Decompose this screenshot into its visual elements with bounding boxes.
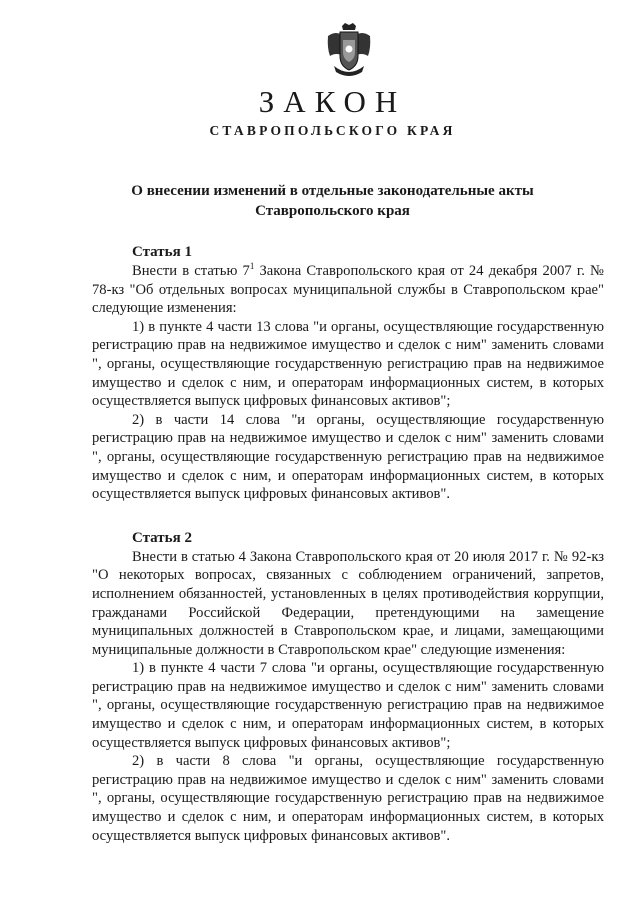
article-1-item-1: 1) в пункте 4 части 13 слова "и органы, осуществляющие государственную регистрацию прав на недвижимое имущество и сделок с ним" заменить словами ", органы, осуществляющие государственную регистрацию прав на недвижимое имущество и сделок с ним, и операторам информационных систем, в которых осуществляется выпуск цифровых финансовых активов"; [92,318,604,410]
article-2-title: Статья 2 [132,529,192,546]
article-1-item-2: 2) в части 14 слова "и органы, осуществляющие государственную регистрацию прав на недвижимое имущество и сделок с ним" заменить словами ", органы, осуществляющие государственную регистрацию прав на недвижимое имущество и сделок с ним, и операторам информационных систем, в которых осуществляется выпуск цифровых финансовых активов". [92,411,604,503]
document-heading [0,181,639,221]
coat-of-arms-emblem [326,22,372,78]
law-region-subtitle: СТАВРОПОЛЬСКОГО КРАЯ [209,123,456,138]
spacer [92,504,604,529]
heading-line-2: Ставропольского края [255,203,410,219]
article-1-intro-rest: Закона Ставропольского края от 24 декабря 2007 г. № 78-кз "Об отдельных вопросах муниципальной службы в Ставропольском крае" следующие изменения: [92,263,604,317]
article-2-intro: Внести в статью 4 Закона Ставропольского края от 20 июля 2017 г. № 92-кз "О некоторых вопросах, связанных с соблюдением ограничений, запретов, исполнением обязанностей, установленных в целях противодействия коррупции, гражданами Российской Федерации, претендующими на замещение муниципальных должностей в Ставропольском крае, и лицами, замещающими муниципальные должности в Ставропольском крае" следующие изменения: [92,548,604,658]
article-2-item-2: 2) в части 8 слова "и органы, осуществляющие государственную регистрацию прав на недвижимое имущество и сделок с ним" заменить словами ", органы, осуществляющие государственную регистрацию прав на недвижимое имущество и сделок с ним, и операторам информационных систем, в которых осуществляется выпуск цифровых финансовых активов". [92,753,604,844]
article-1-title: Статья 1 [132,244,192,260]
document-body [92,243,604,845]
heading-line-1: О внесении изменений в отдельные законодательные акты [131,183,534,199]
article-1-intro-start: Внести в статью 7 [132,263,250,279]
article-2-item-1: 1) в пункте 4 части 7 слова "и органы, осуществляющие государственную регистрацию прав на недвижимое имущество и сделок с ним" заменить словами ", органы, осуществляющие государственную регистрацию прав на недвижимое имущество и сделок с ним, и операторам информационных систем, в которых осуществляется выпуск цифровых финансовых активов"; [92,660,604,751]
law-title: ЗАКОН [258,84,407,119]
article-1-intro [92,262,604,318]
article-1-intro-superscript: 1 [249,261,255,271]
